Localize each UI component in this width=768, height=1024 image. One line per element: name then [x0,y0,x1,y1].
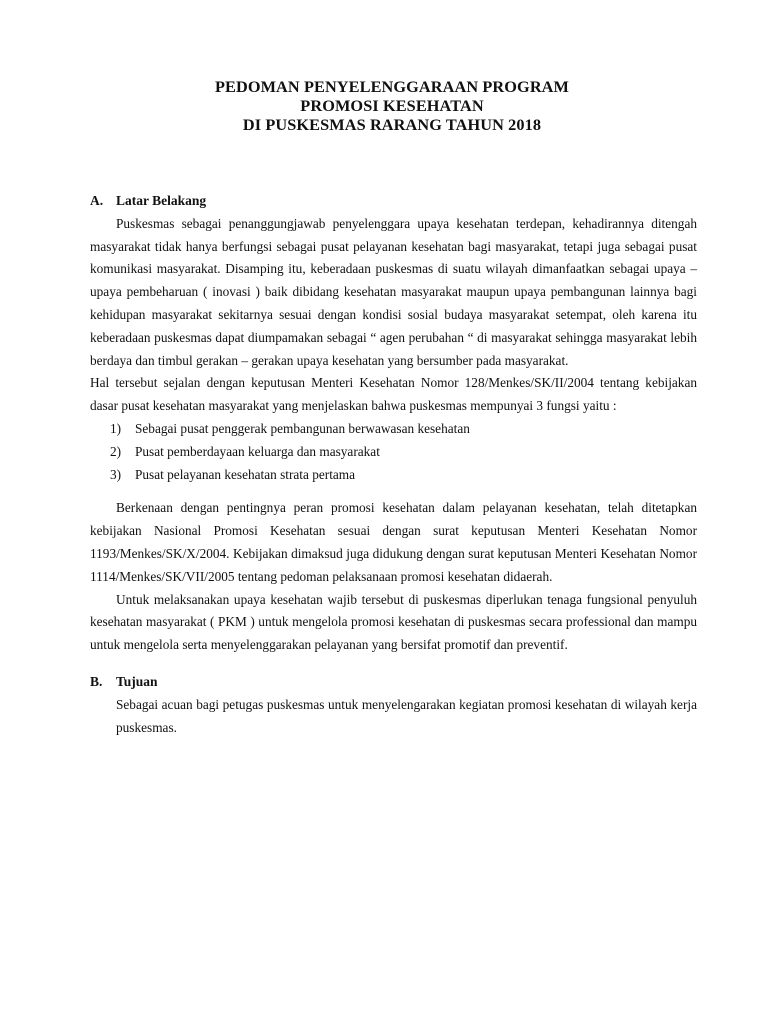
functions-list [110,418,697,486]
list-item-number: 2) [110,443,122,459]
section-b-paragraph-1: Sebagai acuan bagi petugas puskesmas untuk menyelengarakan kegiatan promosi kesehatan di wilayah kerja puskesmas. [116,696,697,735]
title-line-3: DI PUSKESMAS RARANG TAHUN 2018 [242,115,542,134]
section-a-paragraph-1: Puskesmas sebagai penanggungjawab penyelenggara upaya kesehatan terdepan, kehadirannya ditengah masyarakat tidak hanya berfungsi sebagai pusat pelayanan kesehatan bagi masyarakat, tetapi juga sebagai pusat komunikasi masyarakat. Disamping itu, keberadaan puskesmas di suatu wilayah dimanfaatkan sebagai upaya – upaya pembeharuan ( inovasi ) baik dibidang kesehatan masyarakat maupun upaya pembangunan lainnya bagi kehidupan masyarakat sekitarnya sesuai dengan kondisi sosial budaya masyarakat setempat, oleh karena itu keberadaan puskesmas dapat diumpamakan sebagai “ agen perubahan “ di masyarakat sehingga masyarakat lebih berdaya dan timbul gerakan – gerakan upaya kesehatan yang bersumber pada masyarakat. [90,215,697,368]
spacer [90,486,697,497]
section-a-paragraph-3: Berkenaan dengan pentingnya peran promosi kesehatan dalam pelayanan kesehatan, telah ditetapkan kebijakan Nasional Promosi Kesehatan sesuai dengan surat keputusan Menteri Kesehatan Nomor 1193/Menkes/SK/X/2004. Kebijakan dimaksud juga didukung dengan surat keputusan Menteri Kesehatan Nomor 1114/Menkes/SK/VII/2005 tentang pedoman pelaksanaan promosi kesehatan didaerah. [90,500,697,584]
list-item-text: Pusat pemberdayaan keluarga dan masyarakat [135,443,380,459]
section-a-title: Latar Belakang [116,193,207,208]
list-item [110,418,697,441]
list-item-number: 3) [110,466,122,482]
list-item [110,464,697,487]
list-item-text: Pusat pelayanan kesehatan strata pertama [135,466,356,482]
section-a-letter: A. [90,193,104,208]
document-body [90,190,697,739]
list-item-text: Sebagai pusat penggerak pembangunan berwawasan kesehatan [135,420,470,436]
section-b-title: Tujuan [116,673,158,689]
title-line-1: PEDOMAN PENYELENGGARAAN PROGRAM [214,77,570,96]
list-item-number: 1) [110,420,122,436]
list-item [110,441,697,464]
document-title [0,77,768,134]
title-line-2: PROMOSI KESEHATAN [300,96,484,115]
section-a-paragraph-4: Untuk melaksanakan upaya kesehatan wajib tersebut di puskesmas diperlukan tenaga fungsional penyuluh kesehatan masyarakat ( PKM ) untuk mengelola promosi kesehatan di puskesmas secara professional dan mampu untuk mengelola serta menyelenggarakan pelayanan yang bersifat promotif dan preventif. [90,591,697,653]
section-b-letter: B. [90,673,103,689]
section-b-heading [90,671,697,694]
spacer [90,657,697,671]
section-a-paragraph-2: Hal tersebut sejalan dengan keputusan Menteri Kesehatan Nomor 128/Menkes/SK/II/2004 tentang kebijakan dasar pusat kesehatan masyarakat yang menjelaskan bahwa puskesmas mempunyai 3 fungsi yaitu : [90,375,697,414]
section-a-heading [90,190,697,213]
